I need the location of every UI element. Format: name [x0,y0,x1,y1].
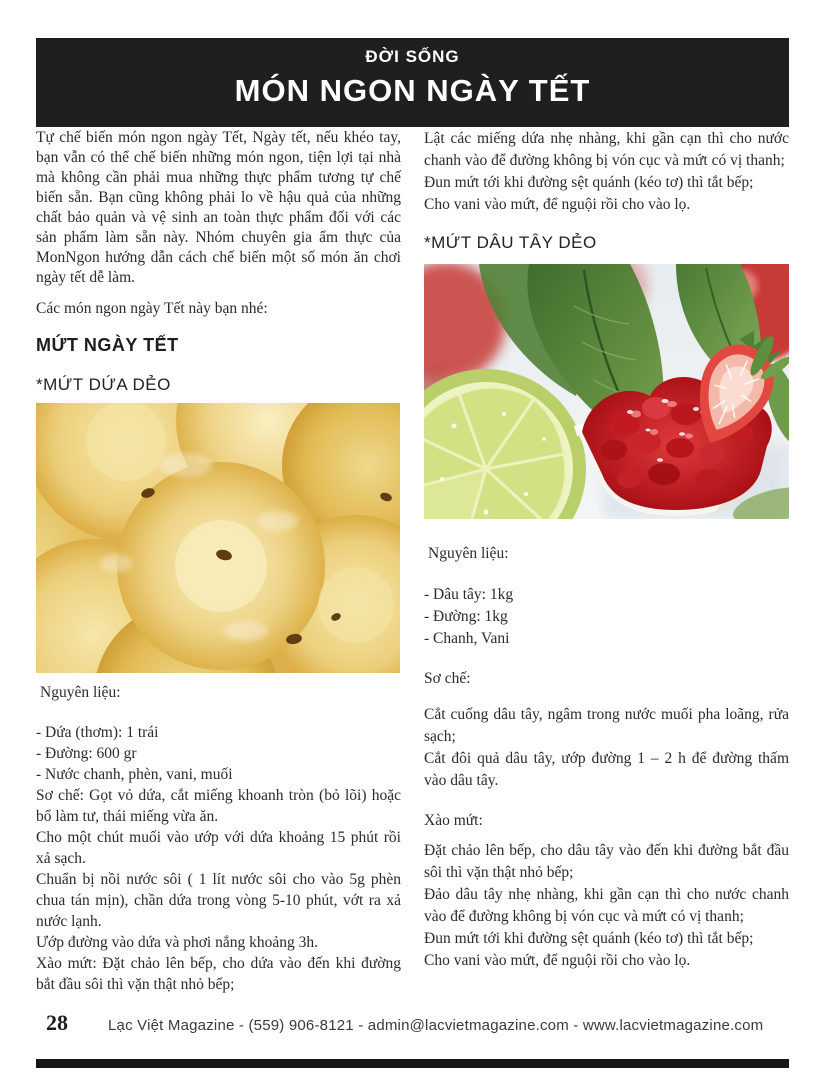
bottom-rule [36,1059,789,1068]
lead-in-line: Các món ngon ngày Tết này bạn nhé: [36,300,268,317]
recipe-step: Sơ chế: Gọt vỏ dứa, cắt miếng khoanh tròn (bỏ lõi) hoặc bổ làm tư, thái miếng vừa ăn. [36,787,401,825]
continuation-step: Cho vani vào mứt, để nguội rồi cho vào lọ. [424,196,691,213]
left-column [36,128,401,995]
ingredient-item: - Đường: 600 gr [36,745,137,762]
recipe-step: Chuẩn bị nồi nước sôi ( 1 lít nước sôi cho vào 5g phèn chua tán mịn), chần dứa trong vòng 5-10 phút, vớt ra xả nước lạnh. [36,871,401,930]
cook-step: Đun mứt tới khi đường sệt quánh (kéo tơ) thì tắt bếp; [424,930,754,947]
section-header [36,38,789,127]
continuation-step: Đun mứt tới khi đường sệt quánh (kéo tơ) thì tắt bếp; [424,174,754,191]
prep-label: Sơ chế: [424,670,471,687]
recipe-title-pineapple: *MỨT DỨA DẺO [36,375,171,394]
ingredient-item: - Dâu tây: 1kg [424,586,514,603]
page-number: 28 [46,1010,68,1035]
cook-step: Đảo dâu tây nhẹ nhàng, khi gần cạn thì cho nước chanh vào để đường không bị vón cục và mứt có vị thanh; [424,886,789,925]
recipe-step: Cho một chút muối vào ướp với dứa khoảng 15 phút rồi xả sạch. [36,829,401,867]
cook-label: Xào mứt: [424,812,483,829]
cook-step: Cho vani vào mứt, để nguội rồi cho vào lọ. [424,952,691,969]
strawberry-jam-illustration [424,264,789,519]
prep-step: Cắt cuống dâu tây, ngâm trong nước muối pha loãng, rửa sạch; [424,706,789,745]
recipe-step: Xào mứt: Đặt chảo lên bếp, cho dứa vào đến khi đường bắt đầu sôi thì vặn thật nhỏ bếp; [36,955,401,993]
ingredient-item: - Dứa (thơm): 1 trái [36,724,159,741]
dried-pineapple-illustration [36,403,400,673]
ingredients-label: Nguyên liệu: [428,545,509,562]
intro-paragraph: Tự chế biến món ngon ngày Tết, Ngày tết, nếu khéo tay, bạn vẫn có thể chế biến những món ngon, tiện lợi tại nhà mà không cần phải mua những thực phẩm tương tự chế biến sẵn. Bạn cũng không phải lo về hậu quả của những chất bảo quản và vệ sinh an toàn thực phẩm đối với các sản phẩm làm sẵn này. Nhóm chuyên gia ẩm thực của MonNgon hướng dẫn cách chế biến một số món ăn chơi ngày tết dễ làm. [36,129,401,286]
strawberry-jam-photo [424,264,789,519]
page-footer [46,1010,789,1040]
section-kicker: ĐỜI SỐNG [365,47,460,66]
ingredient-item: - Chanh, Vani [424,630,510,647]
right-column [424,128,789,972]
recipe-title-strawberry: *MỨT DÂU TÂY DẺO [424,233,597,252]
cook-step: Đặt chảo lên bếp, cho dâu tây vào đến khi đường bắt đầu sôi thì vặn thật nhỏ bếp; [424,842,789,881]
ingredient-item: - Nước chanh, phèn, vani, muối [36,766,233,783]
ingredient-item: - Đường: 1kg [424,608,508,625]
ingredients-label: Nguyên liệu: [40,684,121,701]
prep-step: Cắt đôi quả dâu tây, ướp đường 1 – 2 h để đường thấm vào dâu tây. [424,750,789,789]
section-title: MỨT NGÀY TẾT [36,335,179,355]
continuation-step: Lật các miếng dứa nhẹ nhàng, khi gần cạn thì cho nước chanh vào để đường không bị vón cục và mứt có vị thanh; [424,130,789,169]
footer-contact: Lạc Việt Magazine - (559) 906-8121 - admin@lacvietmagazine.com - www.lacvietmagazine.com [108,1017,764,1034]
dried-pineapple-photo [36,403,401,673]
page-title: MÓN NGON NGÀY TẾT [234,73,591,108]
recipe-step: Ướp đường vào dứa và phơi nắng khoảng 3h. [36,934,318,951]
